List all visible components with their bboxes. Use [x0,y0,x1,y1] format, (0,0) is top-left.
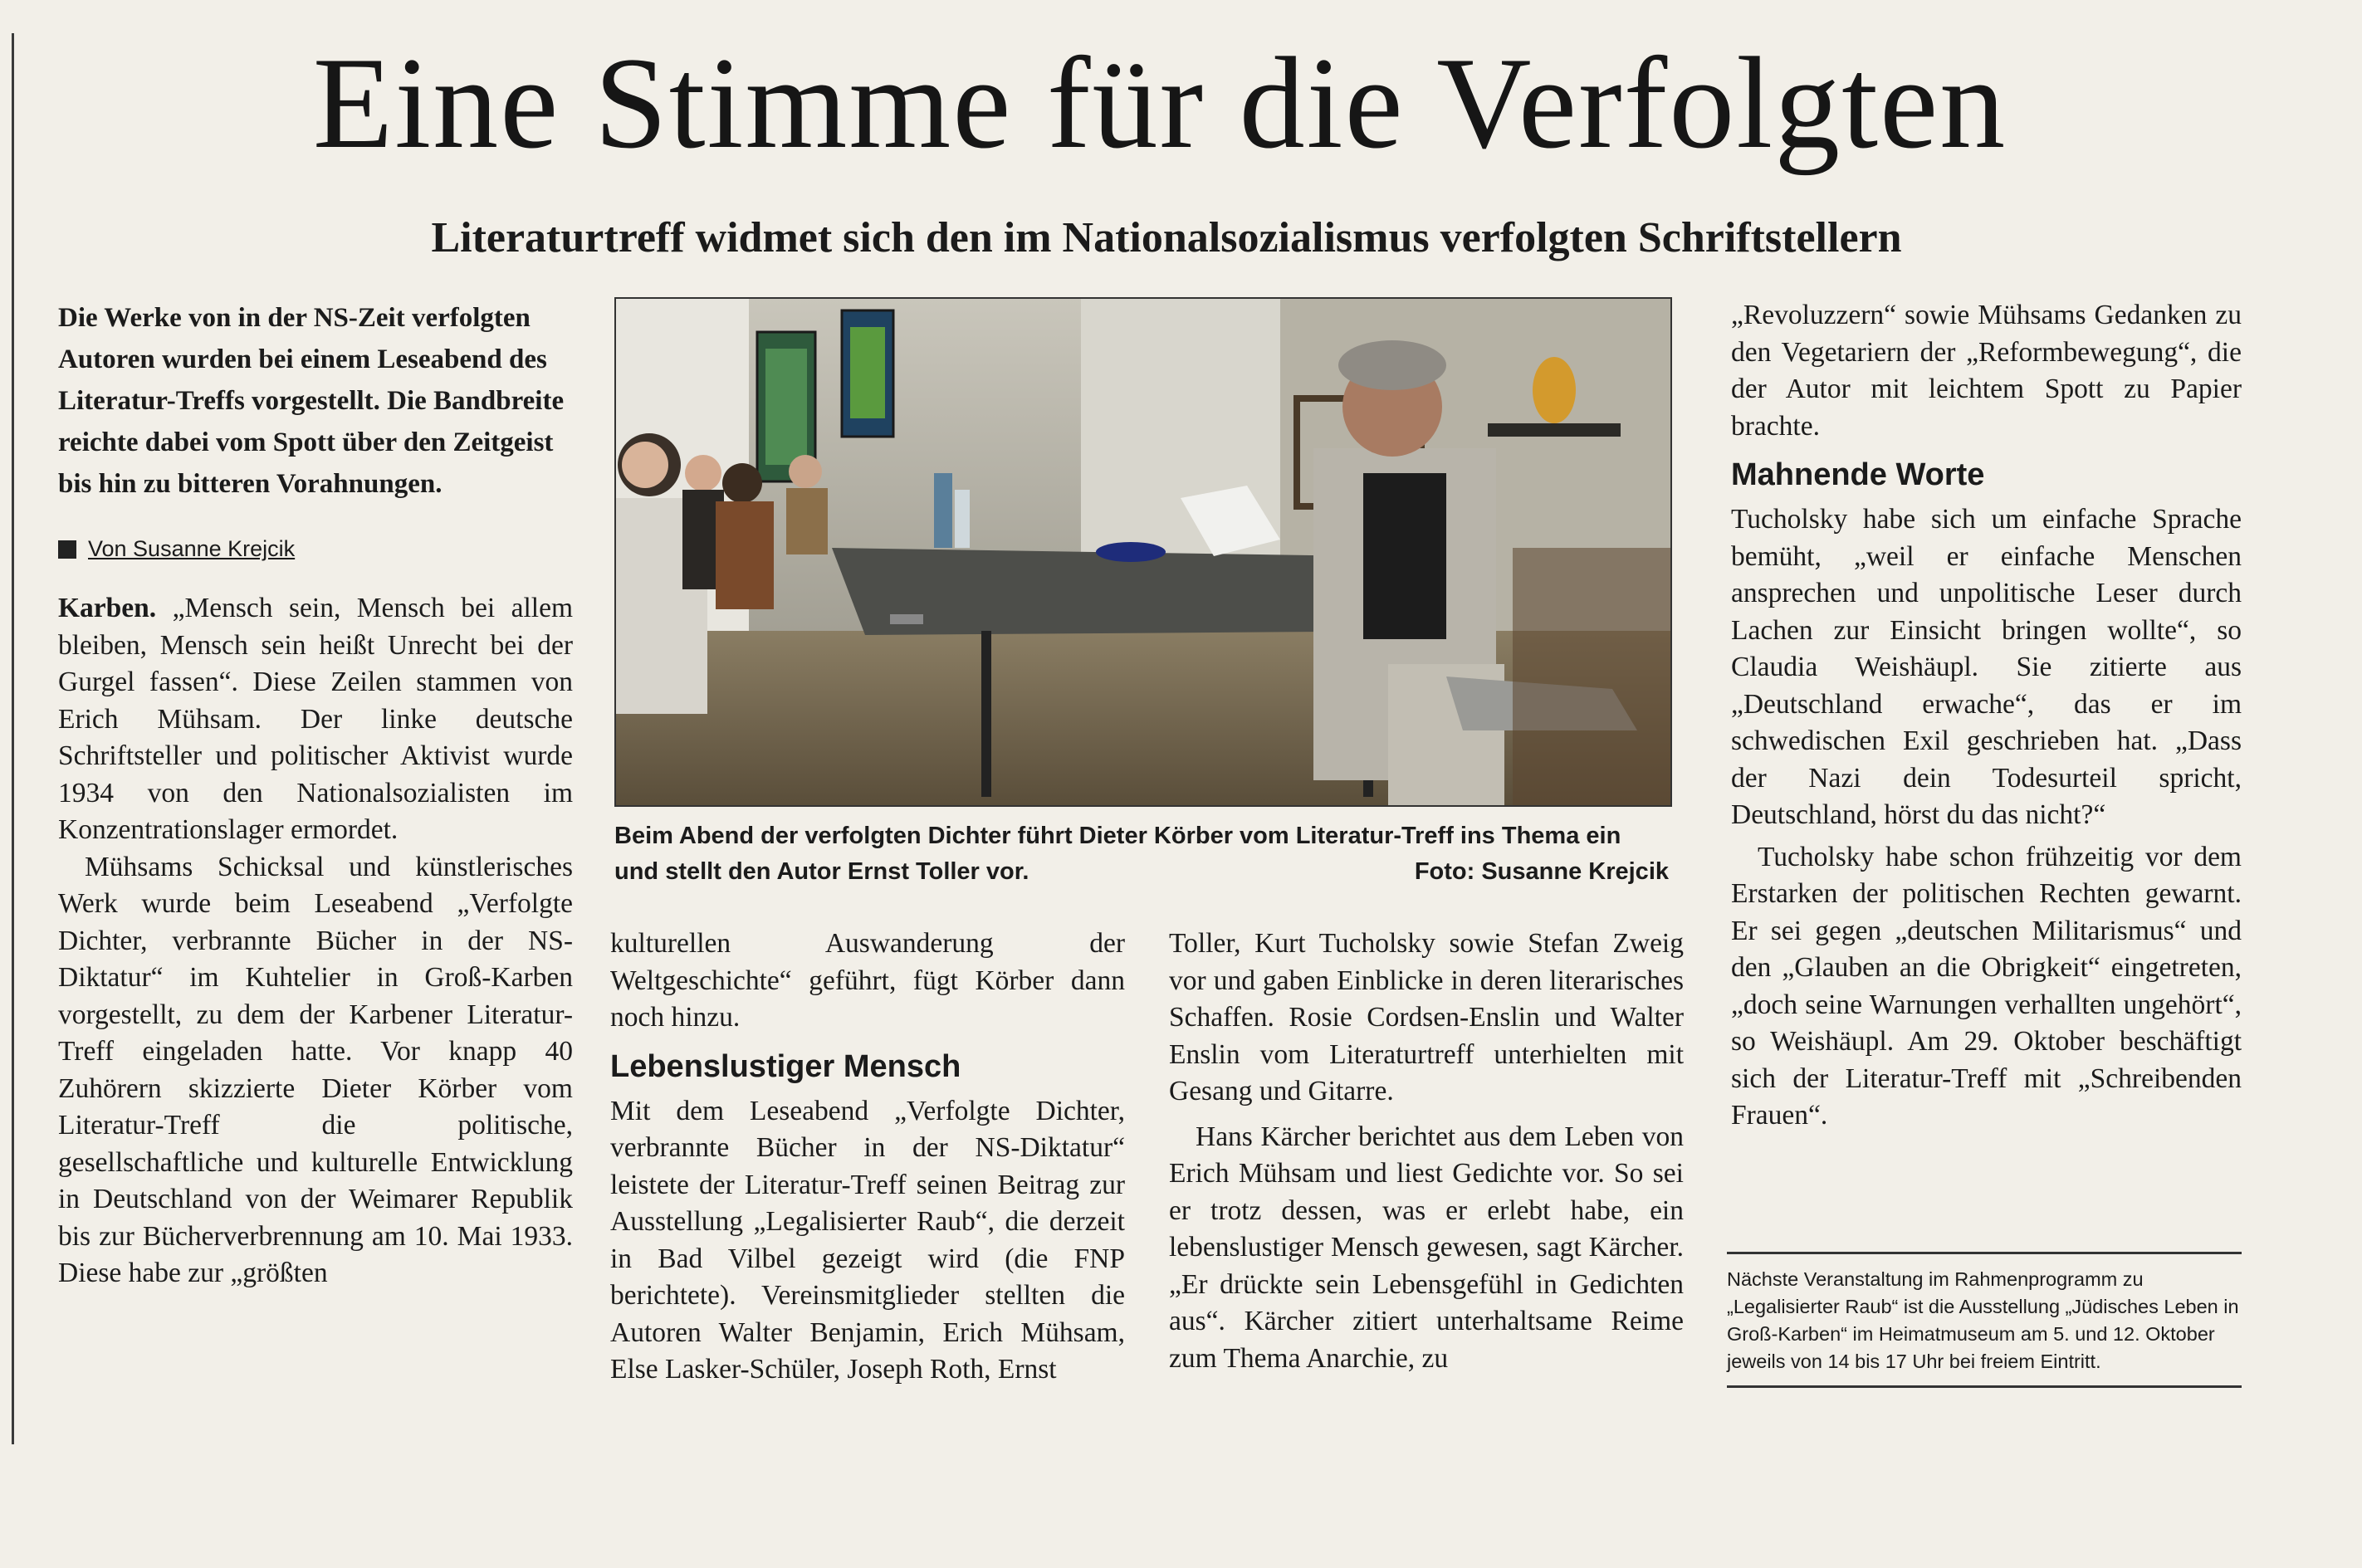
lead-paragraph: Die Werke von in der NS-Zeit verfolgten Autoren wurden bei einem Leseabend des Literatur-Treffs vorgestellt. Die Bandbreite reichte dabei vom Spott über den Zeitgeist bis hin zu bitteren Vorahnungen. [58,303,565,499]
body-paragraph: „Revoluzzern“ sowie Mühsams Gedanken zu den Vegetariern der „Reformbewegung“, die der Autor mit leichtem Spott zu Papier brachte. [1731,300,2242,442]
caption-text: Beim Abend der verfolgten Dichter führt Dieter Körber vom Literatur-Treff ins Thema ein und stellt den Autor Ernst Toller vor. [614,823,1621,885]
byline-author: Von Susanne Krejcik [88,536,296,561]
column-3 [1169,926,1684,1377]
body-paragraph [58,590,573,849]
photo-credit: Foto: Susanne Krejcik [1414,858,1669,885]
column-2 [610,926,1125,1389]
body-paragraph: kulturellen Auswanderung der Weltgeschichte“ geführt, fügt Körber dann noch hinzu. [610,928,1125,1033]
body-paragraph: Tucholsky habe schon frühzeitig vor dem Erstarken der politischen Rechten gewarnt. Er sei gegen „deutschen Militarismus“ und den „Glauben an die Obrigkeit“ eingetreten, „doch seine Warnungen verhallten ungehört“, so Weishäupl. Am 29. Oktober beschäftigt sich der Literatur-Treff mit „Schreibenden Frauen“. [1731,841,2242,1131]
article-photo [614,297,1672,807]
body-paragraph: Hans Kärcher berichtet aus dem Leben von Erich Mühsam und liest Gedichte vor. So sei er trotz dessen, was er erlebt habe, ein lebenslustiger Mensch gewesen, sagt Kärcher. „Er drückte sein Lebensgefühl in Gedichten aus“. Kärcher zitiert unterhaltsame Reime zum Thema Anarchie, zu [1169,1121,1684,1374]
subhead-mahnende-worte: Mahnende Worte [1731,457,1985,492]
body-paragraph: Mit dem Leseabend „Verfolgte Dichter, verbrannte Bücher in der NS-Diktatur“ leistete der Literatur-Treff seinen Beitrag zur Ausstellung „Legalisierter Raub“, die derzeit in Bad Vilbel gezeigt wird (die FNP berichtete). Vereinsmitglieder stellten die Autoren Walter Benjamin, Erich Mühsam, Else Lasker-Schüler, Joseph Roth, Ernst [610,1095,1125,1385]
photo-caption [614,818,1669,890]
body-text: „Mensch sein, Mensch bei allem bleiben, Mensch sein heißt Unrecht bei der Gurgel fassen“. Diese Zeilen stammen von Erich Mühsam. Der linke deutsche Schriftsteller und politischer Aktivist wurde 1934 von den Nationalsozialisten im Konzentrationslager ermordet. [58,593,574,845]
headline: Eine Stimme für die Verfolgten [312,31,2007,176]
subheadline: Literaturtreff widmet sich den im Nationalsozialismus verfolgten Schriftstellern [431,214,1902,261]
byline-square-icon [58,540,76,559]
page-edge-rule [12,33,14,1444]
body-paragraph: Tucholsky habe sich um einfache Sprache bemüht, „weil er einfache Menschen ansprechen und unpolitische Leser durch Lachen zur Einsicht bringen wollte“, so Claudia Weishäupl. Sie zitierte aus „Deutschland erwache“, das er im schwedischen Exil geschrieben hat. „Dass der Nazi dein Todesurteil spricht, Deutschland, hörst du das nicht?“ [1731,504,2242,830]
column-4 [1731,297,2242,1135]
subhead-lebenslustiger-mensch: Lebenslustiger Mensch [610,1048,961,1084]
photo-reading-scene [616,299,1670,805]
body-paragraph: Mühsams Schicksal und künstlerisches Werk wurde beim Leseabend „Verfolgte Dichter, verbrannte Bücher in der NS-Diktatur“ im Kuhtelier in Groß-Karben vorgestellt, zu dem der Karbener Literatur-Treff eingeladen hatte. Vor knapp 40 Zuhörern skizzierte Dieter Körber vom Literatur-Treff die politische, gesellschaftliche und kulturelle Entwicklung in Deutschland von der Weimarer Republik bis zur Bücherverbrennung am 10. Mai 1933. Diese habe zur „größten [58,851,573,1288]
column-1 [58,297,573,1292]
event-notice-box: Nächste Veranstaltung im Rahmenprogramm zu „Legalisierter Raub“ ist die Ausstellung „Jüdisches Leben in Groß-Karben“ im Heimatmuseum am 5. und 12. Oktober jeweils von 14 bis 17 Uhr bei freiem Eintritt. [1727,1252,2242,1388]
dateline: Karben. [58,593,157,623]
byline [58,536,573,562]
body-paragraph: Toller, Kurt Tucholsky sowie Stefan Zweig vor und gaben Einblicke in deren literarisches Schaffen. Rosie Cordsen-Enslin und Walter Enslin vom Literaturtreff unterhielten mit Gesang und Gitarre. [1169,928,1684,1106]
